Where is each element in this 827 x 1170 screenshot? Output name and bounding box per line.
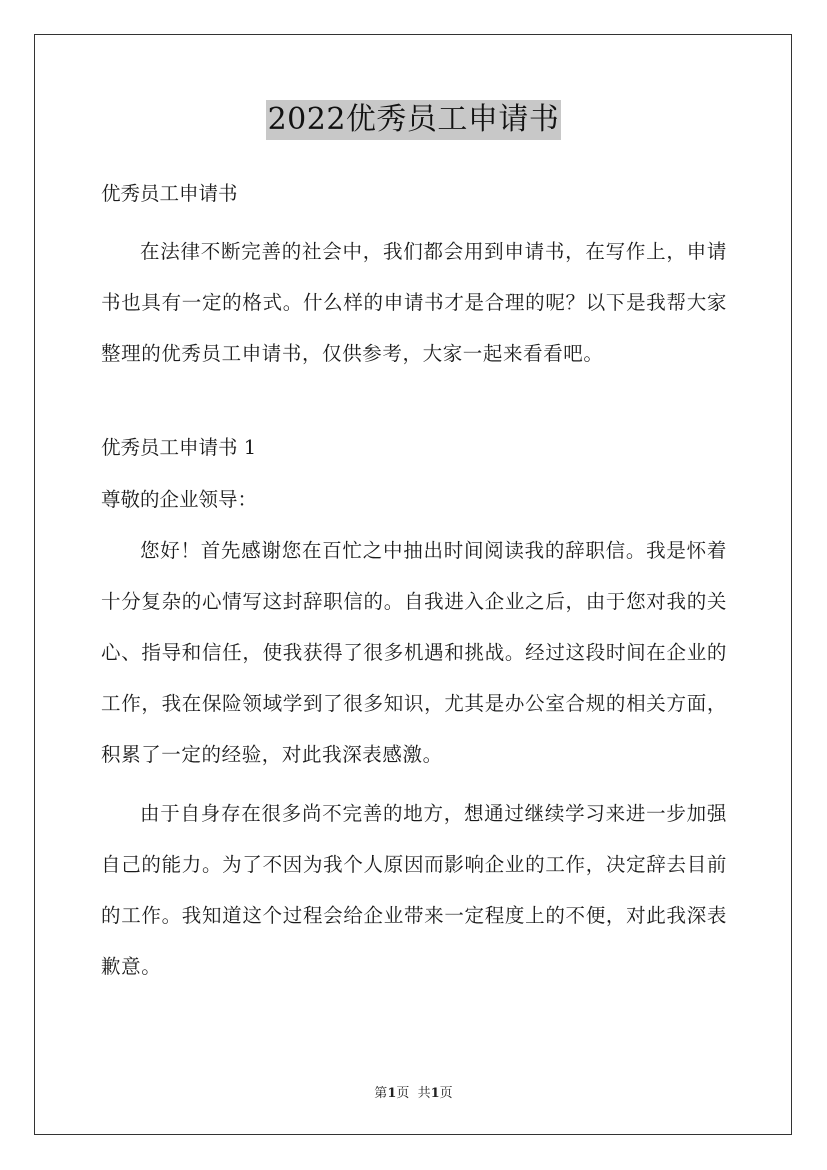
body-paragraph-1: 您好！首先感谢您在百忙之中抽出时间阅读我的辞职信。我是怀着十分复杂的心情写这封辞职信的。自我进入企业之后，由于您对我的关心、指导和信任，使我获得了很多机遇和挑战。经过这段时间在企业的工作，我在保险领域学到了很多知识，尤其是办公室合规的相关方面，积累了一定的经验，对此我深表感激。 [101,539,727,766]
intro-paragraph: 在法律不断完善的社会中，我们都会用到申请书，在写作上，申请书也具有一定的格式。什么样的申请书才是合理的呢？以下是我帮大家整理的优秀员工申请书，仅供参考，大家一起来看看吧。 [101,240,727,365]
title-container [0,100,827,140]
footer-page-current: 1 [387,1086,397,1101]
document-subtitle: 优秀员工申请书 [101,182,238,205]
footer-page-total: 1 [430,1086,440,1101]
footer-suffix: 页 [439,1086,453,1101]
section-heading: 优秀员工申请书 1 [101,436,257,459]
footer-mid: 页 共 [396,1086,431,1101]
page-footer [0,1082,827,1101]
body-paragraph-2: 由于自身存在很多尚不完善的地方，想通过继续学习来进一步加强自己的能力。为了不因为我个人原因而影响企业的工作，决定辞去目前的工作。我知道这个过程会给企业带来一定程度上的不便，对此我深表歉意。 [101,802,727,978]
salutation: 尊敬的企业领导： [101,488,258,511]
footer-prefix: 第 [374,1086,388,1101]
document-title: 2022优秀员工申请书 [266,100,562,140]
document-body [101,174,727,992]
